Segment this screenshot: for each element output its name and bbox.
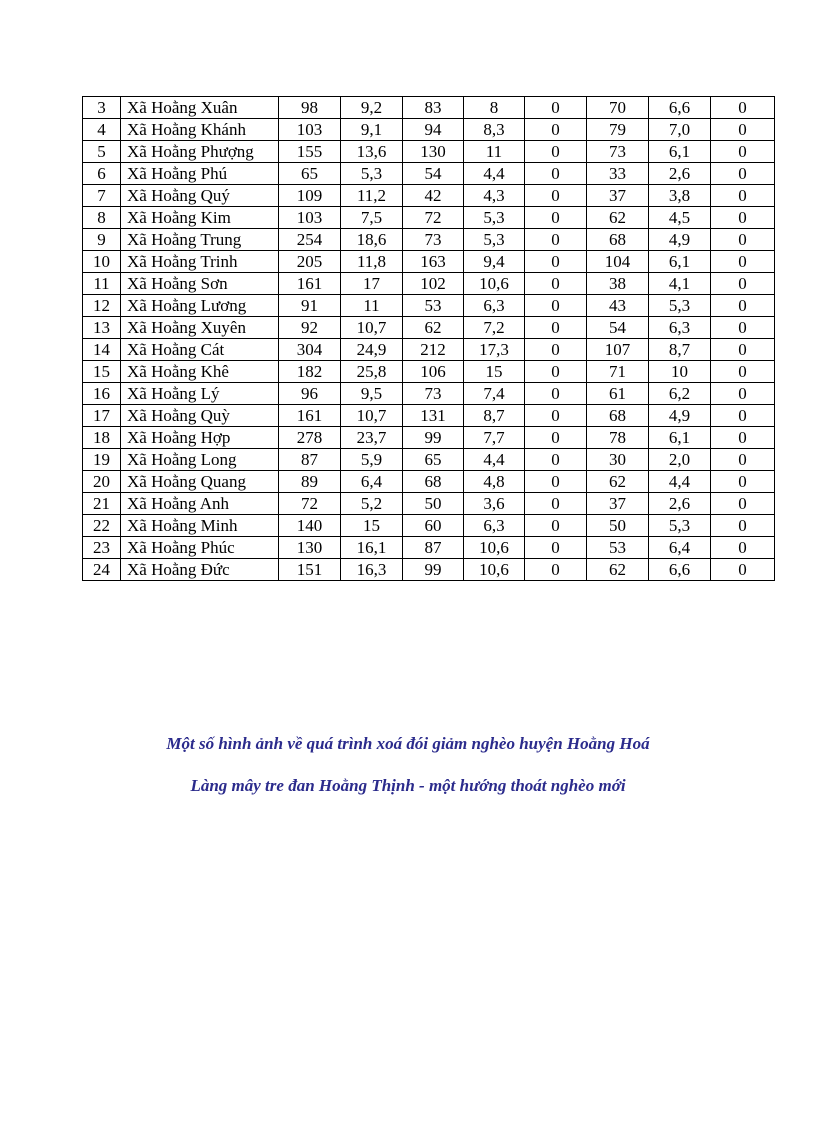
value-cell: 30	[587, 449, 649, 471]
value-cell: 0	[525, 537, 587, 559]
value-cell: 10,6	[464, 537, 525, 559]
value-cell: 65	[403, 449, 464, 471]
value-cell: 6,1	[649, 141, 711, 163]
value-cell: 24,9	[341, 339, 403, 361]
value-cell: 9,4	[464, 251, 525, 273]
value-cell: 98	[279, 97, 341, 119]
table-row	[83, 229, 775, 251]
value-cell: 0	[525, 251, 587, 273]
value-cell: 5,9	[341, 449, 403, 471]
value-cell: 182	[279, 361, 341, 383]
caption-line-1: Một số hình ảnh về quá trình xoá đói giảm nghèo huyện Hoằng Hoá	[166, 734, 650, 753]
value-cell: 38	[587, 273, 649, 295]
value-cell: 11	[464, 141, 525, 163]
value-cell: 11,2	[341, 185, 403, 207]
value-cell: 18,6	[341, 229, 403, 251]
value-cell: 4,4	[464, 449, 525, 471]
value-cell: 16,3	[341, 559, 403, 581]
commune-name-cell: Xã Hoằng Anh	[121, 493, 279, 515]
commune-name-cell: Xã Hoằng Quý	[121, 185, 279, 207]
value-cell: 25,8	[341, 361, 403, 383]
value-cell: 5,3	[649, 515, 711, 537]
value-cell: 205	[279, 251, 341, 273]
value-cell: 7,4	[464, 383, 525, 405]
value-cell: 92	[279, 317, 341, 339]
value-cell: 7,0	[649, 119, 711, 141]
value-cell: 73	[403, 383, 464, 405]
value-cell: 6,6	[649, 97, 711, 119]
value-cell: 91	[279, 295, 341, 317]
value-cell: 107	[587, 339, 649, 361]
table-row	[83, 339, 775, 361]
value-cell: 8,7	[464, 405, 525, 427]
value-cell: 13,6	[341, 141, 403, 163]
value-cell: 54	[403, 163, 464, 185]
value-cell: 37	[587, 185, 649, 207]
value-cell: 6,1	[649, 251, 711, 273]
row-number-cell: 17	[83, 405, 121, 427]
value-cell: 33	[587, 163, 649, 185]
caption-line-2: Làng mây tre đan Hoằng Thịnh - một hướng thoát nghèo mới	[190, 776, 626, 795]
row-number-cell: 6	[83, 163, 121, 185]
value-cell: 10,6	[464, 273, 525, 295]
commune-name-cell: Xã Hoằng Minh	[121, 515, 279, 537]
value-cell: 0	[711, 361, 775, 383]
commune-name-cell: Xã Hoằng Quỳ	[121, 405, 279, 427]
value-cell: 0	[711, 405, 775, 427]
table-row	[83, 295, 775, 317]
table-body	[83, 97, 775, 581]
table-row	[83, 141, 775, 163]
table-row	[83, 273, 775, 295]
value-cell: 87	[279, 449, 341, 471]
value-cell: 0	[711, 141, 775, 163]
row-number-cell: 11	[83, 273, 121, 295]
value-cell: 0	[525, 405, 587, 427]
value-cell: 0	[711, 317, 775, 339]
table-row	[83, 97, 775, 119]
row-number-cell: 24	[83, 559, 121, 581]
value-cell: 0	[525, 97, 587, 119]
value-cell: 17,3	[464, 339, 525, 361]
value-cell: 43	[587, 295, 649, 317]
value-cell: 0	[711, 229, 775, 251]
value-cell: 0	[711, 383, 775, 405]
value-cell: 15	[464, 361, 525, 383]
value-cell: 7,5	[341, 207, 403, 229]
value-cell: 96	[279, 383, 341, 405]
value-cell: 0	[711, 515, 775, 537]
value-cell: 8	[464, 97, 525, 119]
value-cell: 5,3	[341, 163, 403, 185]
value-cell: 10,7	[341, 317, 403, 339]
value-cell: 0	[711, 295, 775, 317]
value-cell: 62	[587, 559, 649, 581]
row-number-cell: 4	[83, 119, 121, 141]
commune-name-cell: Xã Hoằng Cát	[121, 339, 279, 361]
table-row	[83, 471, 775, 493]
value-cell: 0	[711, 207, 775, 229]
value-cell: 3,8	[649, 185, 711, 207]
value-cell: 17	[341, 273, 403, 295]
value-cell: 5,2	[341, 493, 403, 515]
value-cell: 70	[587, 97, 649, 119]
value-cell: 99	[403, 427, 464, 449]
row-number-cell: 18	[83, 427, 121, 449]
value-cell: 278	[279, 427, 341, 449]
value-cell: 4,4	[464, 163, 525, 185]
table-row	[83, 163, 775, 185]
table-row	[83, 427, 775, 449]
value-cell: 10,6	[464, 559, 525, 581]
commune-name-cell: Xã Hoằng Phúc	[121, 537, 279, 559]
value-cell: 0	[525, 493, 587, 515]
commune-name-cell: Xã Hoằng Lý	[121, 383, 279, 405]
value-cell: 106	[403, 361, 464, 383]
table-row	[83, 317, 775, 339]
value-cell: 2,6	[649, 163, 711, 185]
commune-name-cell: Xã Hoằng Sơn	[121, 273, 279, 295]
table-row	[83, 493, 775, 515]
value-cell: 53	[403, 295, 464, 317]
value-cell: 72	[279, 493, 341, 515]
value-cell: 5,3	[649, 295, 711, 317]
value-cell: 60	[403, 515, 464, 537]
value-cell: 73	[403, 229, 464, 251]
table-row	[83, 537, 775, 559]
commune-name-cell: Xã Hoằng Phượng	[121, 141, 279, 163]
value-cell: 89	[279, 471, 341, 493]
value-cell: 0	[525, 515, 587, 537]
value-cell: 0	[525, 339, 587, 361]
value-cell: 0	[525, 185, 587, 207]
commune-name-cell: Xã Hoằng Phú	[121, 163, 279, 185]
value-cell: 0	[711, 559, 775, 581]
value-cell: 71	[587, 361, 649, 383]
row-number-cell: 16	[83, 383, 121, 405]
value-cell: 0	[525, 295, 587, 317]
value-cell: 6,1	[649, 427, 711, 449]
value-cell: 65	[279, 163, 341, 185]
value-cell: 10	[649, 361, 711, 383]
row-number-cell: 7	[83, 185, 121, 207]
commune-name-cell: Xã Hoằng Khê	[121, 361, 279, 383]
value-cell: 0	[711, 251, 775, 273]
row-number-cell: 13	[83, 317, 121, 339]
row-number-cell: 15	[83, 361, 121, 383]
value-cell: 0	[525, 383, 587, 405]
table-row	[83, 515, 775, 537]
value-cell: 79	[587, 119, 649, 141]
value-cell: 62	[403, 317, 464, 339]
value-cell: 7,2	[464, 317, 525, 339]
value-cell: 6,3	[649, 317, 711, 339]
commune-name-cell: Xã Hoằng Trinh	[121, 251, 279, 273]
value-cell: 0	[525, 163, 587, 185]
value-cell: 8,3	[464, 119, 525, 141]
value-cell: 83	[403, 97, 464, 119]
value-cell: 87	[403, 537, 464, 559]
value-cell: 61	[587, 383, 649, 405]
value-cell: 23,7	[341, 427, 403, 449]
table-row	[83, 559, 775, 581]
value-cell: 0	[525, 273, 587, 295]
value-cell: 6,4	[649, 537, 711, 559]
value-cell: 3,6	[464, 493, 525, 515]
commune-name-cell: Xã Hoằng Xuyên	[121, 317, 279, 339]
value-cell: 0	[525, 427, 587, 449]
value-cell: 73	[587, 141, 649, 163]
commune-statistics-table	[82, 96, 775, 581]
value-cell: 78	[587, 427, 649, 449]
value-cell: 130	[279, 537, 341, 559]
value-cell: 0	[711, 273, 775, 295]
row-number-cell: 19	[83, 449, 121, 471]
value-cell: 130	[403, 141, 464, 163]
value-cell: 304	[279, 339, 341, 361]
value-cell: 2,0	[649, 449, 711, 471]
value-cell: 16,1	[341, 537, 403, 559]
value-cell: 42	[403, 185, 464, 207]
value-cell: 0	[711, 493, 775, 515]
value-cell: 72	[403, 207, 464, 229]
row-number-cell: 3	[83, 97, 121, 119]
row-number-cell: 21	[83, 493, 121, 515]
value-cell: 62	[587, 207, 649, 229]
row-number-cell: 23	[83, 537, 121, 559]
commune-name-cell: Xã Hoằng Trung	[121, 229, 279, 251]
value-cell: 99	[403, 559, 464, 581]
value-cell: 37	[587, 493, 649, 515]
value-cell: 0	[525, 119, 587, 141]
value-cell: 5,3	[464, 229, 525, 251]
value-cell: 50	[587, 515, 649, 537]
value-cell: 68	[587, 405, 649, 427]
value-cell: 104	[587, 251, 649, 273]
value-cell: 0	[525, 207, 587, 229]
row-number-cell: 10	[83, 251, 121, 273]
value-cell: 54	[587, 317, 649, 339]
value-cell: 4,9	[649, 229, 711, 251]
value-cell: 163	[403, 251, 464, 273]
value-cell: 4,4	[649, 471, 711, 493]
value-cell: 155	[279, 141, 341, 163]
value-cell: 212	[403, 339, 464, 361]
value-cell: 53	[587, 537, 649, 559]
value-cell: 0	[711, 119, 775, 141]
value-cell: 94	[403, 119, 464, 141]
value-cell: 131	[403, 405, 464, 427]
value-cell: 6,2	[649, 383, 711, 405]
value-cell: 5,3	[464, 207, 525, 229]
commune-name-cell: Xã Hoằng Đức	[121, 559, 279, 581]
value-cell: 6,3	[464, 295, 525, 317]
table-row	[83, 251, 775, 273]
value-cell: 9,1	[341, 119, 403, 141]
commune-name-cell: Xã Hoằng Hợp	[121, 427, 279, 449]
table-row	[83, 361, 775, 383]
value-cell: 0	[525, 141, 587, 163]
commune-name-cell: Xã Hoằng Lương	[121, 295, 279, 317]
commune-name-cell: Xã Hoằng Xuân	[121, 97, 279, 119]
value-cell: 0	[525, 559, 587, 581]
value-cell: 161	[279, 273, 341, 295]
table-row	[83, 119, 775, 141]
value-cell: 4,9	[649, 405, 711, 427]
value-cell: 0	[525, 317, 587, 339]
value-cell: 0	[525, 361, 587, 383]
row-number-cell: 22	[83, 515, 121, 537]
commune-name-cell: Xã Hoằng Quang	[121, 471, 279, 493]
value-cell: 0	[711, 185, 775, 207]
commune-name-cell: Xã Hoằng Kim	[121, 207, 279, 229]
value-cell: 0	[711, 449, 775, 471]
value-cell: 2,6	[649, 493, 711, 515]
value-cell: 9,2	[341, 97, 403, 119]
value-cell: 62	[587, 471, 649, 493]
value-cell: 0	[711, 537, 775, 559]
value-cell: 0	[711, 97, 775, 119]
table-row	[83, 383, 775, 405]
value-cell: 11,8	[341, 251, 403, 273]
value-cell: 4,1	[649, 273, 711, 295]
value-cell: 10,7	[341, 405, 403, 427]
row-number-cell: 8	[83, 207, 121, 229]
value-cell: 161	[279, 405, 341, 427]
value-cell: 50	[403, 493, 464, 515]
commune-name-cell: Xã Hoằng Long	[121, 449, 279, 471]
row-number-cell: 14	[83, 339, 121, 361]
table-row	[83, 185, 775, 207]
value-cell: 140	[279, 515, 341, 537]
value-cell: 102	[403, 273, 464, 295]
value-cell: 11	[341, 295, 403, 317]
value-cell: 109	[279, 185, 341, 207]
value-cell: 9,5	[341, 383, 403, 405]
value-cell: 68	[587, 229, 649, 251]
value-cell: 68	[403, 471, 464, 493]
value-cell: 0	[525, 229, 587, 251]
value-cell: 0	[711, 427, 775, 449]
value-cell: 254	[279, 229, 341, 251]
table-row	[83, 207, 775, 229]
value-cell: 0	[711, 163, 775, 185]
table-row	[83, 405, 775, 427]
value-cell: 0	[711, 471, 775, 493]
value-cell: 6,3	[464, 515, 525, 537]
row-number-cell: 12	[83, 295, 121, 317]
table-row	[83, 449, 775, 471]
value-cell: 8,7	[649, 339, 711, 361]
row-number-cell: 5	[83, 141, 121, 163]
value-cell: 15	[341, 515, 403, 537]
value-cell: 4,5	[649, 207, 711, 229]
value-cell: 6,6	[649, 559, 711, 581]
value-cell: 0	[525, 449, 587, 471]
value-cell: 7,7	[464, 427, 525, 449]
value-cell: 0	[711, 339, 775, 361]
row-number-cell: 20	[83, 471, 121, 493]
value-cell: 103	[279, 207, 341, 229]
value-cell: 4,8	[464, 471, 525, 493]
value-cell: 4,3	[464, 185, 525, 207]
value-cell: 103	[279, 119, 341, 141]
commune-name-cell: Xã Hoằng Khánh	[121, 119, 279, 141]
value-cell: 6,4	[341, 471, 403, 493]
value-cell: 151	[279, 559, 341, 581]
value-cell: 0	[525, 471, 587, 493]
row-number-cell: 9	[83, 229, 121, 251]
